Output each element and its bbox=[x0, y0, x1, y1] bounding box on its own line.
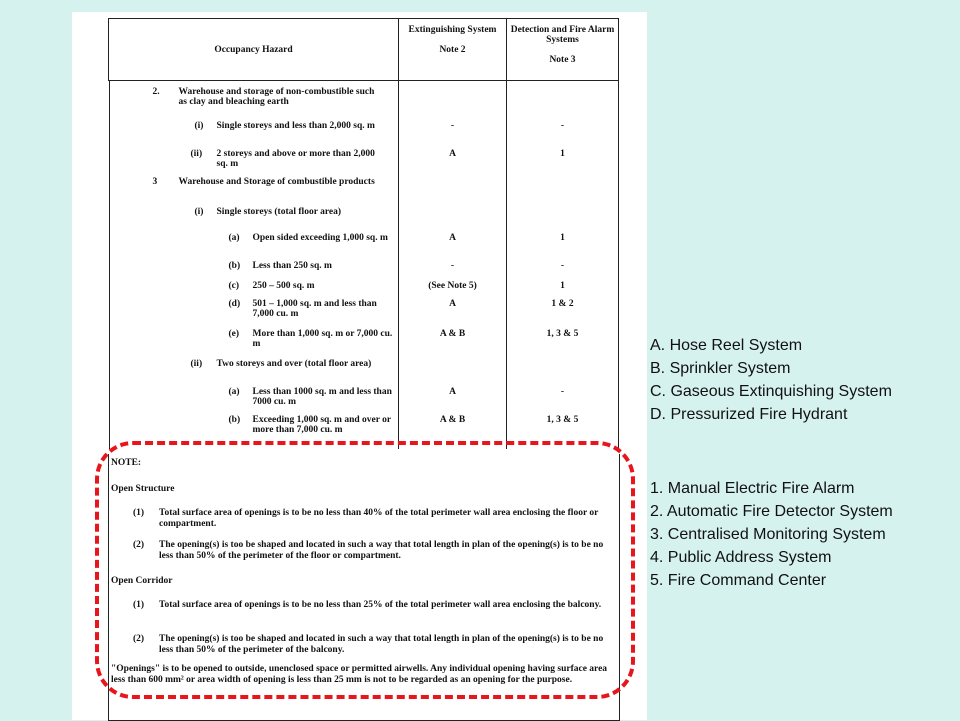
header-occupancy-hazard: Occupancy Hazard bbox=[109, 19, 399, 81]
row-extinguishing-value: - bbox=[450, 121, 455, 131]
row-detection-value: 1 bbox=[560, 281, 565, 291]
row-number: 2. bbox=[152, 87, 160, 97]
row-detection-value: 1, 3 & 5 bbox=[546, 329, 579, 339]
note-item-number: (1) bbox=[133, 600, 145, 610]
header-extinguishing-title: Extinguishing System bbox=[408, 25, 497, 35]
legend-item: D. Pressurized Fire Hydrant bbox=[650, 406, 848, 423]
row-number: (b) bbox=[228, 415, 241, 425]
row-description: More than 1,000 sq. m or 7,000 cu. m bbox=[252, 329, 393, 349]
row-description: Less than 250 sq. m bbox=[252, 261, 332, 271]
legend-item: A. Hose Reel System bbox=[650, 337, 803, 354]
row-number: (a) bbox=[228, 233, 240, 243]
row-extinguishing-value: - bbox=[450, 261, 455, 271]
notes-heading: NOTE: bbox=[111, 458, 142, 468]
header-detection-note: Note 3 bbox=[549, 55, 576, 65]
header-detection-title: Detection and Fire Alarm Systems bbox=[510, 25, 615, 45]
row-description: Warehouse and Storage of combustible products bbox=[178, 177, 375, 187]
row-extinguishing-value: A bbox=[449, 149, 456, 159]
row-description: Less than 1000 sq. m and less than 7000 cu. m bbox=[252, 387, 392, 407]
row-extinguishing-value: A bbox=[449, 387, 456, 397]
row-extinguishing-value: A bbox=[449, 299, 456, 309]
row-detection-value: 1 bbox=[560, 149, 565, 159]
row-detection-value: 1, 3 & 5 bbox=[546, 415, 579, 425]
legend-item: 1. Manual Electric Fire Alarm bbox=[650, 480, 855, 497]
row-extinguishing-value: A & B bbox=[439, 329, 466, 339]
row-description: Exceeding 1,000 sq. m and over or more than 7,000 cu. m bbox=[252, 415, 391, 435]
row-number: (i) bbox=[194, 121, 204, 131]
row-description: Open sided exceeding 1,000 sq. m bbox=[252, 233, 388, 243]
openings-definition: "Openings" is to be opened to outside, unenclosed space or permitted airwells. Any individual opening having surface area less than 600 mm² or area width of opening is less than 25 mm is not to be regarded as an opening for the purpose. bbox=[111, 664, 608, 685]
row-description: 250 – 500 sq. m bbox=[252, 281, 315, 291]
row-extinguishing-value: A & B bbox=[439, 415, 466, 425]
row-description: Single storeys and less than 2,000 sq. m bbox=[216, 121, 375, 131]
header-detection bbox=[507, 19, 619, 81]
row-detection-value: - bbox=[560, 387, 565, 397]
legend-item: 2. Automatic Fire Detector System bbox=[650, 503, 893, 520]
row-detection-value: 1 bbox=[560, 233, 565, 243]
note-item-text: The opening(s) is too be shaped and located in such a way that total length in plan of the opening(s) is to be no less than 50% of the perimeter of the floor or compartment. bbox=[159, 540, 604, 561]
row-number: (c) bbox=[228, 281, 240, 291]
row-detection-value: - bbox=[560, 261, 565, 271]
row-number: (ii) bbox=[190, 359, 203, 369]
header-extinguishing bbox=[399, 19, 507, 81]
row-number: 3 bbox=[152, 177, 158, 187]
row-number: (i) bbox=[194, 207, 204, 217]
row-number: (ii) bbox=[190, 149, 203, 159]
open-structure-heading: Open Structure bbox=[111, 484, 175, 494]
open-corridor-heading: Open Corridor bbox=[111, 576, 173, 586]
note-item-text: The opening(s) is too be shaped and located in such a way that total length in plan of the opening(s) is to be no less than 50% of the perimeter of the balcony. bbox=[159, 634, 604, 655]
hazard-table bbox=[108, 18, 619, 449]
table-body-cell bbox=[109, 81, 619, 450]
note-item-text: Total surface area of openings is to be no less than 25% of the total perimeter wall area enclosing the balcony. bbox=[159, 600, 602, 610]
row-description: Two storeys and over (total floor area) bbox=[216, 359, 372, 369]
note-item-text: Total surface area of openings is to be no less than 40% of the total perimeter wall area enclosing the floor or compartment. bbox=[159, 508, 599, 529]
row-number: (a) bbox=[228, 387, 240, 397]
legend-item: 3. Centralised Monitoring System bbox=[650, 526, 886, 543]
legend-item: 5. Fire Command Center bbox=[650, 572, 827, 589]
row-description: Single storeys (total floor area) bbox=[216, 207, 342, 217]
row-detection-value: - bbox=[560, 121, 565, 131]
header-extinguishing-note: Note 2 bbox=[439, 45, 466, 55]
row-extinguishing-value: (See Note 5) bbox=[428, 281, 477, 291]
row-number: (d) bbox=[228, 299, 241, 309]
row-description: 501 – 1,000 sq. m and less than 7,000 cu. m bbox=[252, 299, 377, 319]
row-number: (b) bbox=[228, 261, 241, 271]
dashed-highlight-outline bbox=[95, 441, 635, 699]
legend-item: 4. Public Address System bbox=[650, 549, 832, 566]
row-number: (e) bbox=[228, 329, 240, 339]
note-item-number: (2) bbox=[133, 634, 145, 644]
note-item-number: (2) bbox=[133, 540, 145, 550]
note-item-number: (1) bbox=[133, 508, 145, 518]
row-extinguishing-value: A bbox=[449, 233, 456, 243]
row-description: 2 storeys and above or more than 2,000 sq. m bbox=[216, 149, 375, 169]
legend-item: B. Sprinkler System bbox=[650, 360, 791, 377]
legend-item: C. Gaseous Extinquishing System bbox=[650, 383, 892, 400]
row-description: Warehouse and storage of non-combustible such as clay and bleaching earth bbox=[178, 87, 375, 107]
row-detection-value: 1 & 2 bbox=[551, 299, 574, 309]
